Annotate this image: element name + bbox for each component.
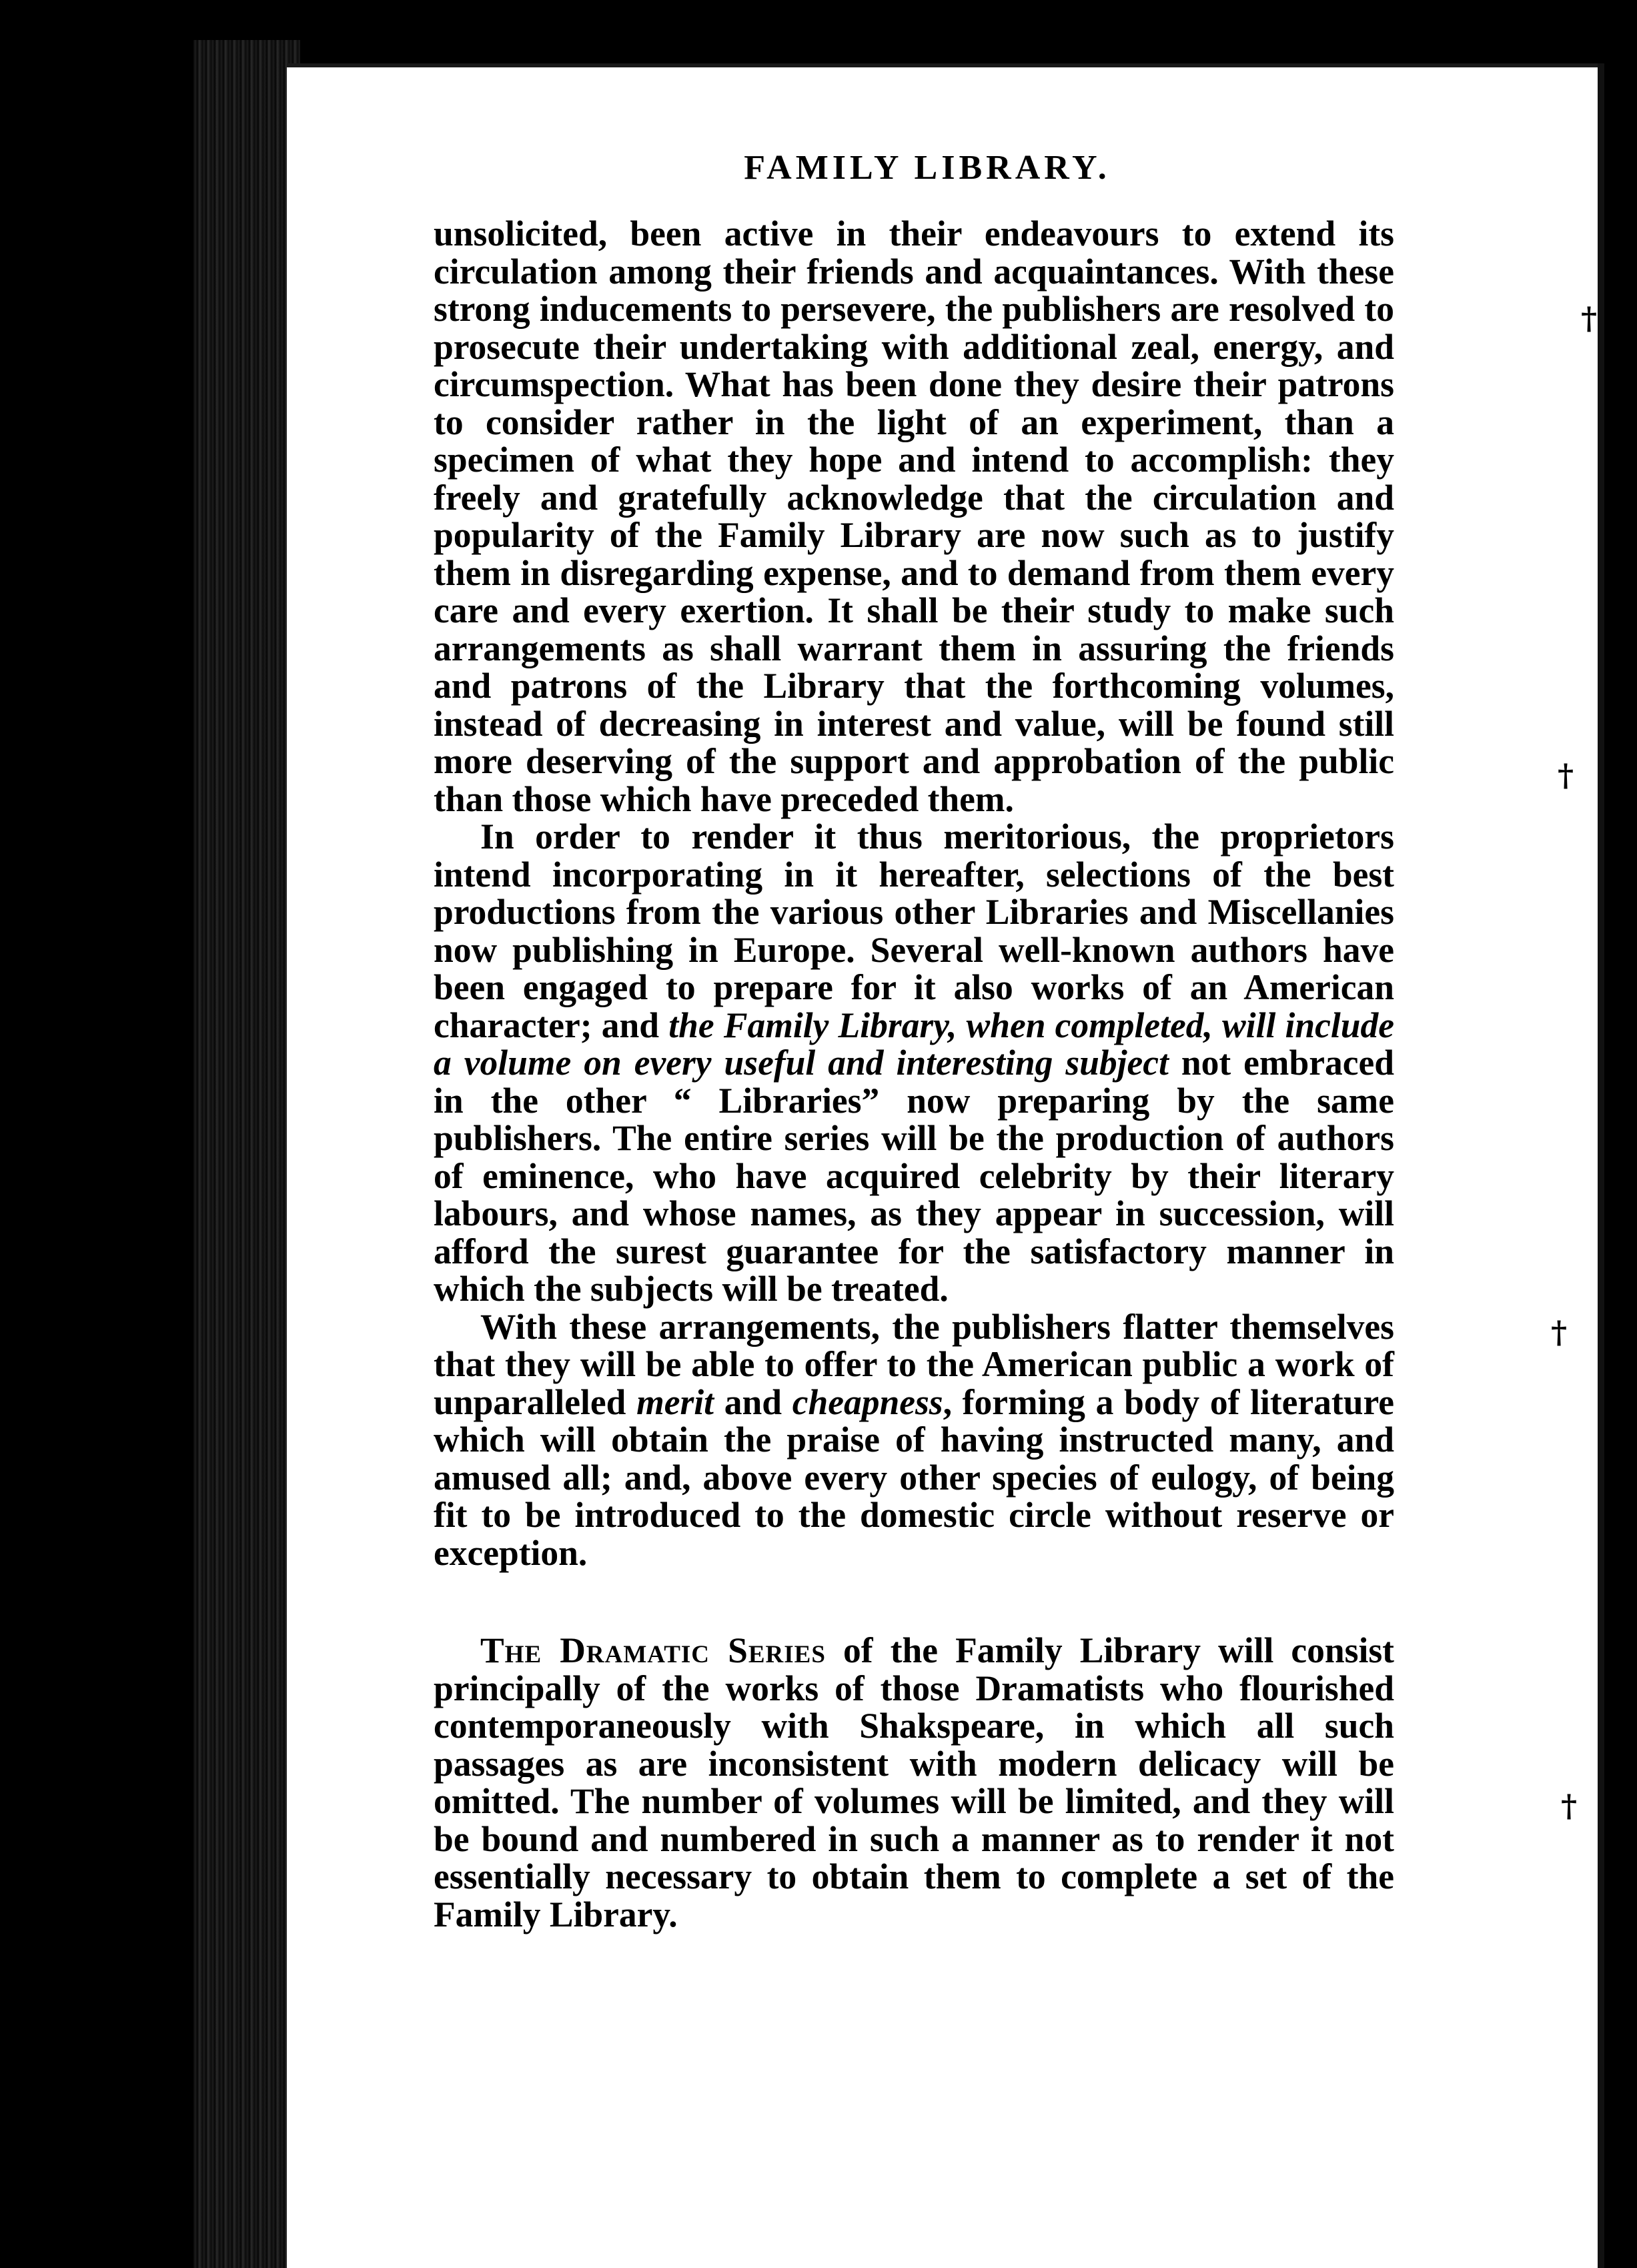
paragraph-3-middle: and — [714, 1381, 792, 1422]
paragraph-2 — [434, 818, 1394, 1308]
paragraph-1: unsolicited, been active in their endeavours to extend its circulation among their friends and acquaintances. With these strong inducements to persevere, the publishers are resolved to prosecute their undertaking with additional zeal, energy, and circumspection. What has been done they desire their patrons to consider rather in the light of an experiment, than a specimen of what they hope and intend to accomplish: they freely and gratefully acknowledge that the circulation and popularity of the Family Library are now such as to justify them in disregarding expense, and to demand from them every care and every exertion. It shall be their study to make such arrangements as shall warrant them in assuring the friends and patrons of the Library that the forthcoming volumes, instead of decreasing in interest and value, will be found still more deserving of the support and approbation of the public than those which have preceded them. — [434, 213, 1394, 819]
paragraph-2-italic: the Family Library, when completed, will include a volume on every useful and interesting subject — [434, 1005, 1395, 1083]
edge-mark-2: † — [1558, 757, 1574, 793]
section-gap — [434, 1572, 1394, 1632]
edge-mark-4: † — [1561, 1788, 1578, 1824]
book-gutter — [193, 40, 300, 2268]
body-text — [434, 215, 1394, 1933]
running-head: FAMILY LIBRARY. — [744, 149, 1111, 187]
paragraph-3-italic-cheapness: cheapness — [792, 1381, 943, 1422]
paragraph-4-smallcaps: The Dramatic Series — [480, 1630, 826, 1670]
paragraph-3-part2: , forming a body of literature which will obtain the praise of having instructed many, and amused all; and, above every other species of eulogy, of being fit to be introduced to the domestic circle without reserve or exception. — [434, 1381, 1395, 1573]
edge-mark-1: † — [1581, 300, 1598, 336]
paragraph-4 — [434, 1632, 1394, 1933]
paragraph-3-italic-merit: merit — [636, 1381, 714, 1422]
edge-mark-3: † — [1551, 1314, 1568, 1350]
paragraph-4-rest: of the Family Library will consist principally of the works of those Dramatists who flourished contemporaneously with Shakspeare, in which all such passages as are inconsistent with modern delicacy will be omitted. The number of volumes will be limited, and they will be bound and numbered in such a manner as to render it not essentially necessary to obtain them to complete a set of the Family Library. — [434, 1630, 1394, 1934]
paragraph-2-part1: In order to render it thus meritorious, the proprietors intend incorporating in it hereafter, selections of the best productions from the various other Libraries and Miscellanies now publishing in Europe. Several well-known authors have been engaged to prepare for it also works of an American character; and — [434, 816, 1394, 1045]
paragraph-2-part2: not embraced in the other “ Libraries” now preparing by the same publishers. The entire series will be the production of authors of eminence, who have acquired celebrity by their literary labours, and whose names, as they appear in succession, will afford the surest guarantee for the satisfactory manner in which the subjects will be treated. — [434, 1043, 1394, 1309]
page-edge — [1598, 63, 1604, 2268]
paragraph-3 — [434, 1308, 1394, 1572]
paragraph-3-part1: With these arrangements, the publishers flatter themselves that they will be able to offer to the American public a work of unparalleled — [434, 1306, 1394, 1422]
